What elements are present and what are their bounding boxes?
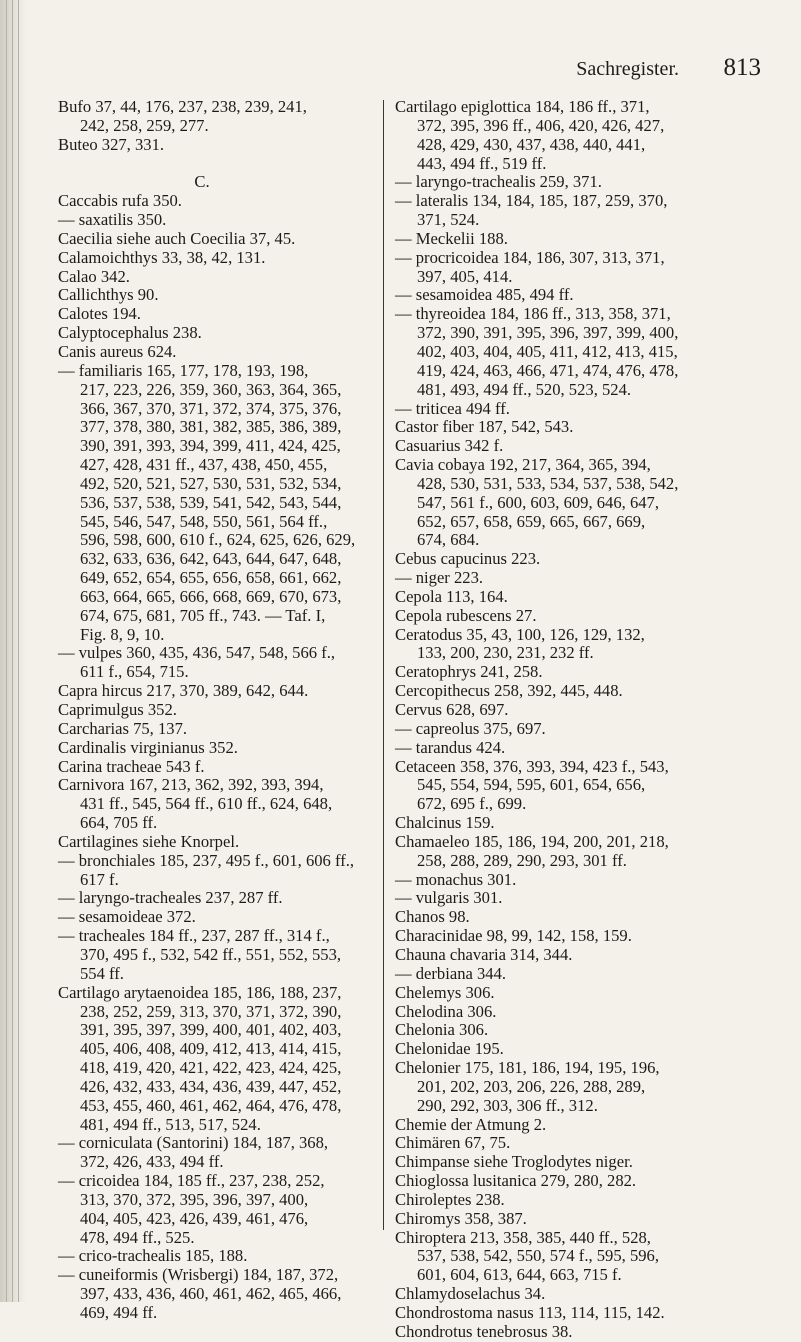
index-line: — vulgaris 301.	[395, 888, 503, 908]
index-line: Carina tracheae 543 f.	[58, 756, 205, 776]
page-number: 813	[723, 54, 761, 81]
index-line: 674, 675, 681, 705 ff., 743. — Taf. I,	[80, 605, 326, 625]
index-line: Cartilago arytaenoidea 185, 186, 188, 237,	[58, 982, 342, 1002]
index-line: — sesamoideae 372.	[58, 907, 196, 927]
index-line: Casuarius 342 f.	[395, 436, 504, 456]
index-line: Chauna chavaria 314, 344.	[395, 944, 573, 964]
index-line: 611 f., 654, 715.	[80, 662, 189, 682]
index-line: 133, 200, 230, 231, 232 ff.	[417, 643, 594, 663]
index-line: — crico-trachealis 185, 188.	[58, 1246, 248, 1266]
index-line: Calyptocephalus 238.	[58, 323, 202, 343]
index-line: — derbiana 344.	[395, 963, 507, 983]
index-line: — sesamoidea 485, 494 ff.	[395, 285, 574, 305]
index-line: Chelonier 175, 181, 186, 194, 195, 196,	[395, 1058, 660, 1078]
index-line: Buteo 327, 331.	[58, 134, 165, 154]
index-line: — cuneiformis (Wrisbergi) 184, 187, 372,	[58, 1265, 339, 1285]
index-line: Cetaceen 358, 376, 393, 394, 423 f., 543,	[395, 756, 669, 776]
index-line: Castor fiber 187, 542, 543.	[395, 417, 574, 437]
index-line: — bronchiales 185, 237, 495 f., 601, 606 ff.,	[58, 850, 355, 870]
index-line: — niger 223.	[395, 568, 484, 588]
index-line: 649, 652, 654, 655, 656, 658, 661, 662,	[80, 568, 342, 588]
index-line: — tarandus 424.	[395, 737, 506, 757]
index-line: 481, 494 ff., 513, 517, 524.	[80, 1114, 261, 1134]
index-line: — monachus 301.	[395, 869, 517, 889]
index-line: Chelonidae 195.	[395, 1039, 504, 1059]
index-line: 478, 494 ff., 525.	[80, 1227, 195, 1247]
index-line: 545, 546, 547, 548, 550, 561, 564 ff.,	[80, 511, 328, 531]
index-line: — familiaris 165, 177, 178, 193, 198,	[58, 360, 309, 380]
index-line: — laryngo-trachealis 259, 371.	[395, 172, 602, 192]
index-line: 258, 288, 289, 290, 293, 301 ff.	[417, 850, 627, 870]
index-line: 372, 390, 391, 395, 396, 397, 399, 400,	[417, 323, 679, 343]
index-line: 418, 419, 420, 421, 422, 423, 424, 425,	[80, 1058, 342, 1078]
index-line: Chelonia 306.	[395, 1020, 489, 1040]
index-line: Cavia cobaya 192, 217, 364, 365, 394,	[395, 455, 651, 475]
index-line: Chimären 67, 75.	[395, 1133, 511, 1153]
index-line: 372, 395, 396 ff., 406, 420, 426, 427,	[417, 115, 665, 135]
index-line: 428, 530, 531, 533, 534, 537, 538, 542,	[417, 473, 679, 493]
index-line: — thyreoidea 184, 186 ff., 313, 358, 371,	[395, 304, 671, 324]
index-line: Chimpanse siehe Troglodytes niger.	[395, 1152, 633, 1172]
index-line: Chelemys 306.	[395, 982, 495, 1002]
running-header	[60, 52, 761, 82]
index-line: 370, 495 f., 532, 542 ff., 551, 552, 553,	[80, 944, 342, 964]
index-line: 601, 604, 613, 644, 663, 715 f.	[417, 1265, 622, 1285]
index-line: Fig. 8, 9, 10.	[80, 624, 165, 644]
index-line: — capreolus 375, 697.	[395, 718, 546, 738]
index-line: Capra hircus 217, 370, 389, 642, 644.	[58, 681, 309, 701]
index-line: Calotes 194.	[58, 304, 141, 324]
index-line: — corniculata (Santorini) 184, 187, 368,	[58, 1133, 329, 1153]
index-line: 201, 202, 203, 206, 226, 288, 289,	[417, 1076, 646, 1096]
index-line: 377, 378, 380, 381, 382, 385, 386, 389,	[80, 417, 342, 437]
index-line: 672, 695 f., 699.	[417, 794, 527, 814]
index-line: 428, 429, 430, 437, 438, 440, 441,	[417, 134, 646, 154]
index-line: 554 ff.	[80, 963, 124, 983]
index-line: 419, 424, 463, 466, 471, 474, 476, 478,	[417, 360, 679, 380]
index-line: Chiroleptes 238.	[395, 1189, 505, 1209]
index-line: Caecilia siehe auch Coecilia 37, 45.	[58, 228, 296, 248]
index-line: 402, 403, 404, 405, 411, 412, 413, 415,	[417, 341, 678, 361]
index-line: 547, 561 f., 600, 603, 609, 646, 647,	[417, 492, 659, 512]
index-line: 427, 428, 431 ff., 437, 438, 450, 455,	[80, 455, 328, 475]
index-line: Chiromys 358, 387.	[395, 1208, 527, 1228]
index-line: Canis aureus 624.	[58, 341, 177, 361]
index-line: 469, 494 ff.	[80, 1303, 158, 1322]
index-line: 674, 684.	[417, 530, 480, 550]
index-line: 632, 633, 636, 642, 643, 644, 647, 648,	[80, 549, 342, 569]
index-line: 404, 405, 423, 426, 439, 461, 476,	[80, 1208, 309, 1228]
index-line: 397, 405, 414.	[417, 266, 513, 286]
index-line: Characinidae 98, 99, 142, 158, 159.	[395, 926, 632, 946]
index-line: 217, 223, 226, 359, 360, 363, 364, 365,	[80, 379, 342, 399]
index-line: 664, 705 ff.	[80, 813, 158, 833]
index-line: — laryngo-tracheales 237, 287 ff.	[58, 888, 283, 908]
index-line: Cervus 628, 697.	[395, 700, 509, 719]
index-line: — vulpes 360, 435, 436, 547, 548, 566 f.,	[58, 643, 336, 663]
index-line: Calao 342.	[58, 266, 130, 286]
index-line: 537, 538, 542, 550, 574 f., 595, 596,	[417, 1246, 659, 1266]
index-line: 453, 455, 460, 461, 462, 464, 476, 478,	[80, 1095, 342, 1115]
index-line: Cepola 113, 164.	[395, 586, 508, 606]
index-line: 492, 520, 521, 527, 530, 531, 532, 534,	[80, 473, 342, 493]
index-line: Chanos 98.	[395, 907, 470, 927]
index-line: 242, 258, 259, 277.	[80, 115, 209, 135]
index-line: — lateralis 134, 184, 185, 187, 259, 370,	[395, 191, 668, 211]
index-line: — cricoidea 184, 185 ff., 237, 238, 252,	[58, 1171, 325, 1191]
page-binding-edge	[0, 0, 26, 1302]
index-line: 390, 391, 393, 394, 399, 411, 424, 425,	[80, 436, 341, 456]
index-line: 391, 395, 397, 399, 400, 401, 402, 403,	[80, 1020, 342, 1040]
index-column-right	[395, 98, 767, 1342]
index-line: — saxatilis 350.	[58, 210, 167, 230]
index-line: 313, 370, 372, 395, 396, 397, 400,	[80, 1189, 309, 1209]
index-line: Callichthys 90.	[58, 285, 159, 305]
index-line: Cardinalis virginianus 352.	[58, 737, 238, 757]
index-line: Cercopithecus 258, 392, 445, 448.	[395, 681, 623, 701]
index-line: Chamaeleo 185, 186, 194, 200, 201, 218,	[395, 831, 669, 851]
index-line: Cebus capucinus 223.	[395, 549, 541, 569]
index-line: 405, 406, 408, 409, 412, 413, 414, 415,	[80, 1039, 342, 1059]
index-line: — procricoidea 184, 186, 307, 313, 371,	[395, 247, 665, 267]
index-line: Chondrostoma nasus 113, 114, 115, 142.	[395, 1303, 665, 1322]
index-line: 238, 252, 259, 313, 370, 371, 372, 390,	[80, 1001, 342, 1021]
index-line: Chemie der Atmung 2.	[395, 1114, 547, 1134]
index-line: 366, 367, 370, 371, 372, 374, 375, 376,	[80, 398, 342, 418]
index-line: 290, 292, 303, 306 ff., 312.	[417, 1095, 598, 1115]
index-line: 596, 598, 600, 610 f., 624, 625, 626, 629,	[80, 530, 356, 550]
section-letter: C.	[194, 172, 210, 192]
index-line: Calamoichthys 33, 38, 42, 131.	[58, 247, 266, 267]
index-line: 545, 554, 594, 595, 601, 654, 656,	[417, 775, 646, 795]
index-line: 372, 426, 433, 494 ff.	[80, 1152, 224, 1172]
index-line: Chelodina 306.	[395, 1001, 497, 1021]
index-line: — Meckelii 188.	[395, 228, 508, 248]
index-line: Cepola rubescens 27.	[395, 605, 537, 625]
column-divider	[383, 100, 384, 1230]
index-line: Ceratodus 35, 43, 100, 126, 129, 132,	[395, 624, 645, 644]
index-line: Ceratophrys 241, 258.	[395, 662, 543, 682]
index-line: Chioglossa lusitanica 279, 280, 282.	[395, 1171, 637, 1191]
index-line: Bufo 37, 44, 176, 237, 238, 239, 241,	[58, 97, 307, 116]
index-line: 443, 494 ff., 519 ff.	[417, 153, 547, 173]
index-line: Caprimulgus 352.	[58, 700, 177, 719]
index-line: Chlamydoselachus 34.	[395, 1284, 546, 1304]
index-line: 617 f.	[80, 869, 119, 889]
index-line: Cartilago epiglottica 184, 186 ff., 371,	[395, 97, 650, 116]
index-line: 431 ff., 545, 564 ff., 610 ff., 624, 648,	[80, 794, 333, 814]
index-line: 536, 537, 538, 539, 541, 542, 543, 544,	[80, 492, 342, 512]
index-line	[58, 155, 376, 174]
index-line: 371, 524.	[417, 210, 480, 230]
index-line: 397, 433, 436, 460, 461, 462, 465, 466,	[80, 1284, 342, 1304]
index-line: 426, 432, 433, 434, 436, 439, 447, 452,	[80, 1076, 342, 1096]
index-line: Carcharias 75, 137.	[58, 718, 188, 738]
index-column-left	[58, 98, 376, 1323]
index-line: 663, 664, 665, 666, 668, 669, 670, 673,	[80, 586, 342, 606]
index-line: Carnivora 167, 213, 362, 392, 393, 394,	[58, 775, 324, 795]
index-line: Caccabis rufa 350.	[58, 191, 182, 211]
index-line: 652, 657, 658, 659, 665, 667, 669,	[417, 511, 646, 531]
index-line: Chiroptera 213, 358, 385, 440 ff., 528,	[395, 1227, 651, 1247]
running-title: Sachregister.	[576, 58, 679, 80]
index-line: Chalcinus 159.	[395, 813, 495, 833]
index-line: 481, 493, 494 ff., 520, 523, 524.	[417, 379, 632, 399]
index-line: Cartilagines siehe Knorpel.	[58, 831, 240, 851]
index-line: — tracheales 184 ff., 237, 287 ff., 314 f.,	[58, 926, 330, 946]
index-line: Chondrotus tenebrosus 38.	[395, 1321, 573, 1341]
index-line: — triticea 494 ff.	[395, 398, 510, 418]
